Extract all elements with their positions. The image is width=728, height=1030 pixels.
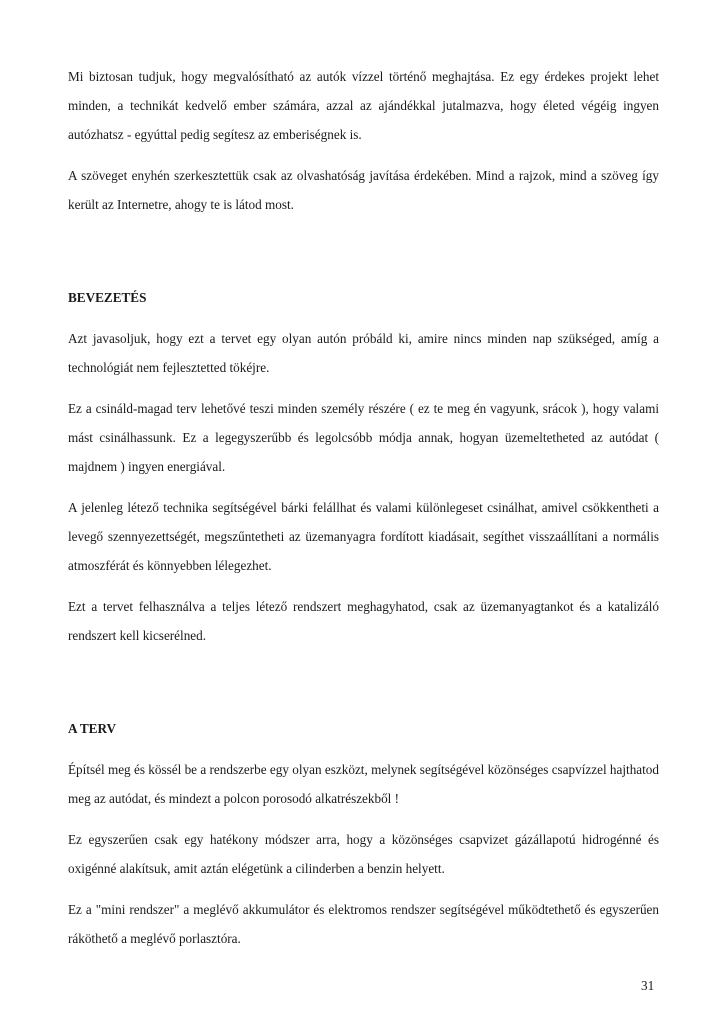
section2-paragraph-2: Ez egyszerűen csak egy hatékony módszer arra, hogy a közönséges csapvizet gázállapotú hidrogénné és oxigénné alakítsuk, amit aztán elégetünk a cilinderben a benzin helyett.	[68, 832, 659, 876]
intro-paragraph-2: A szöveget enyhén szerkesztettük csak az olvashatóság javítása érdekében. Mind a rajzok, mind a szöveg így került az Internetre, ahogy te is látod most.	[68, 168, 659, 212]
page-number: 31	[641, 978, 655, 993]
section1-paragraph-2: Ez a csináld-magad terv lehetővé teszi minden személy részére ( ez te meg én vagyunk, srácok ), hogy valami mást csinálhassunk. Ez a legegyszerűbb és legolcsóbb módja annak, hogyan üzemeltetheted az autódat ( majdnem ) ingyen energiával.	[68, 401, 659, 474]
intro-paragraph-1: Mi biztosan tudjuk, hogy megvalósítható az autók vízzel történő meghajtása. Ez egy érdekes projekt lehet minden, a technikát kedvelő ember számára, azzal az ajándékkal jutalmazva, hogy életed végéig ingyen autózhatsz - egyúttal pedig segítesz az emberiségnek is.	[68, 69, 659, 142]
section1-paragraph-4: Ezt a tervet felhasználva a teljes létező rendszert meghagyhatod, csak az üzemanyagtankot és a katalizáló rendszert kell kicserélned.	[68, 599, 659, 643]
section2-paragraph-3: Ez a "mini rendszer" a meglévő akkumulátor és elektromos rendszer segítségével működtethető és egyszerűen ráköthető a meglévő porlasztóra.	[68, 902, 659, 946]
section-heading-bevezetes: BEVEZETÉS	[68, 290, 147, 305]
section1-paragraph-3: A jelenleg létező technika segítségével bárki felállhat és valami különlegeset csinálhat, amivel csökkentheti a levegő szennyezettségét, megszűntetheti az üzemanyagra fordított kiadásait, segíthet visszaállítani a normális atmoszférát és könnyebben lélegezhet.	[68, 500, 659, 573]
document-page	[68, 62, 659, 953]
section2-paragraph-1: Építsél meg és kössél be a rendszerbe egy olyan eszközt, melynek segítségével közönséges csapvízzel hajthatod meg az autódat, és mindezt a polcon porosodó alkatrészekből !	[68, 762, 659, 806]
section1-paragraph-1: Azt javasoljuk, hogy ezt a tervet egy olyan autón próbáld ki, amire nincs minden nap szükséged, amíg a technológiát nem fejlesztetted tökéjre.	[68, 331, 659, 375]
section-heading-a-terv: A TERV	[68, 721, 117, 736]
